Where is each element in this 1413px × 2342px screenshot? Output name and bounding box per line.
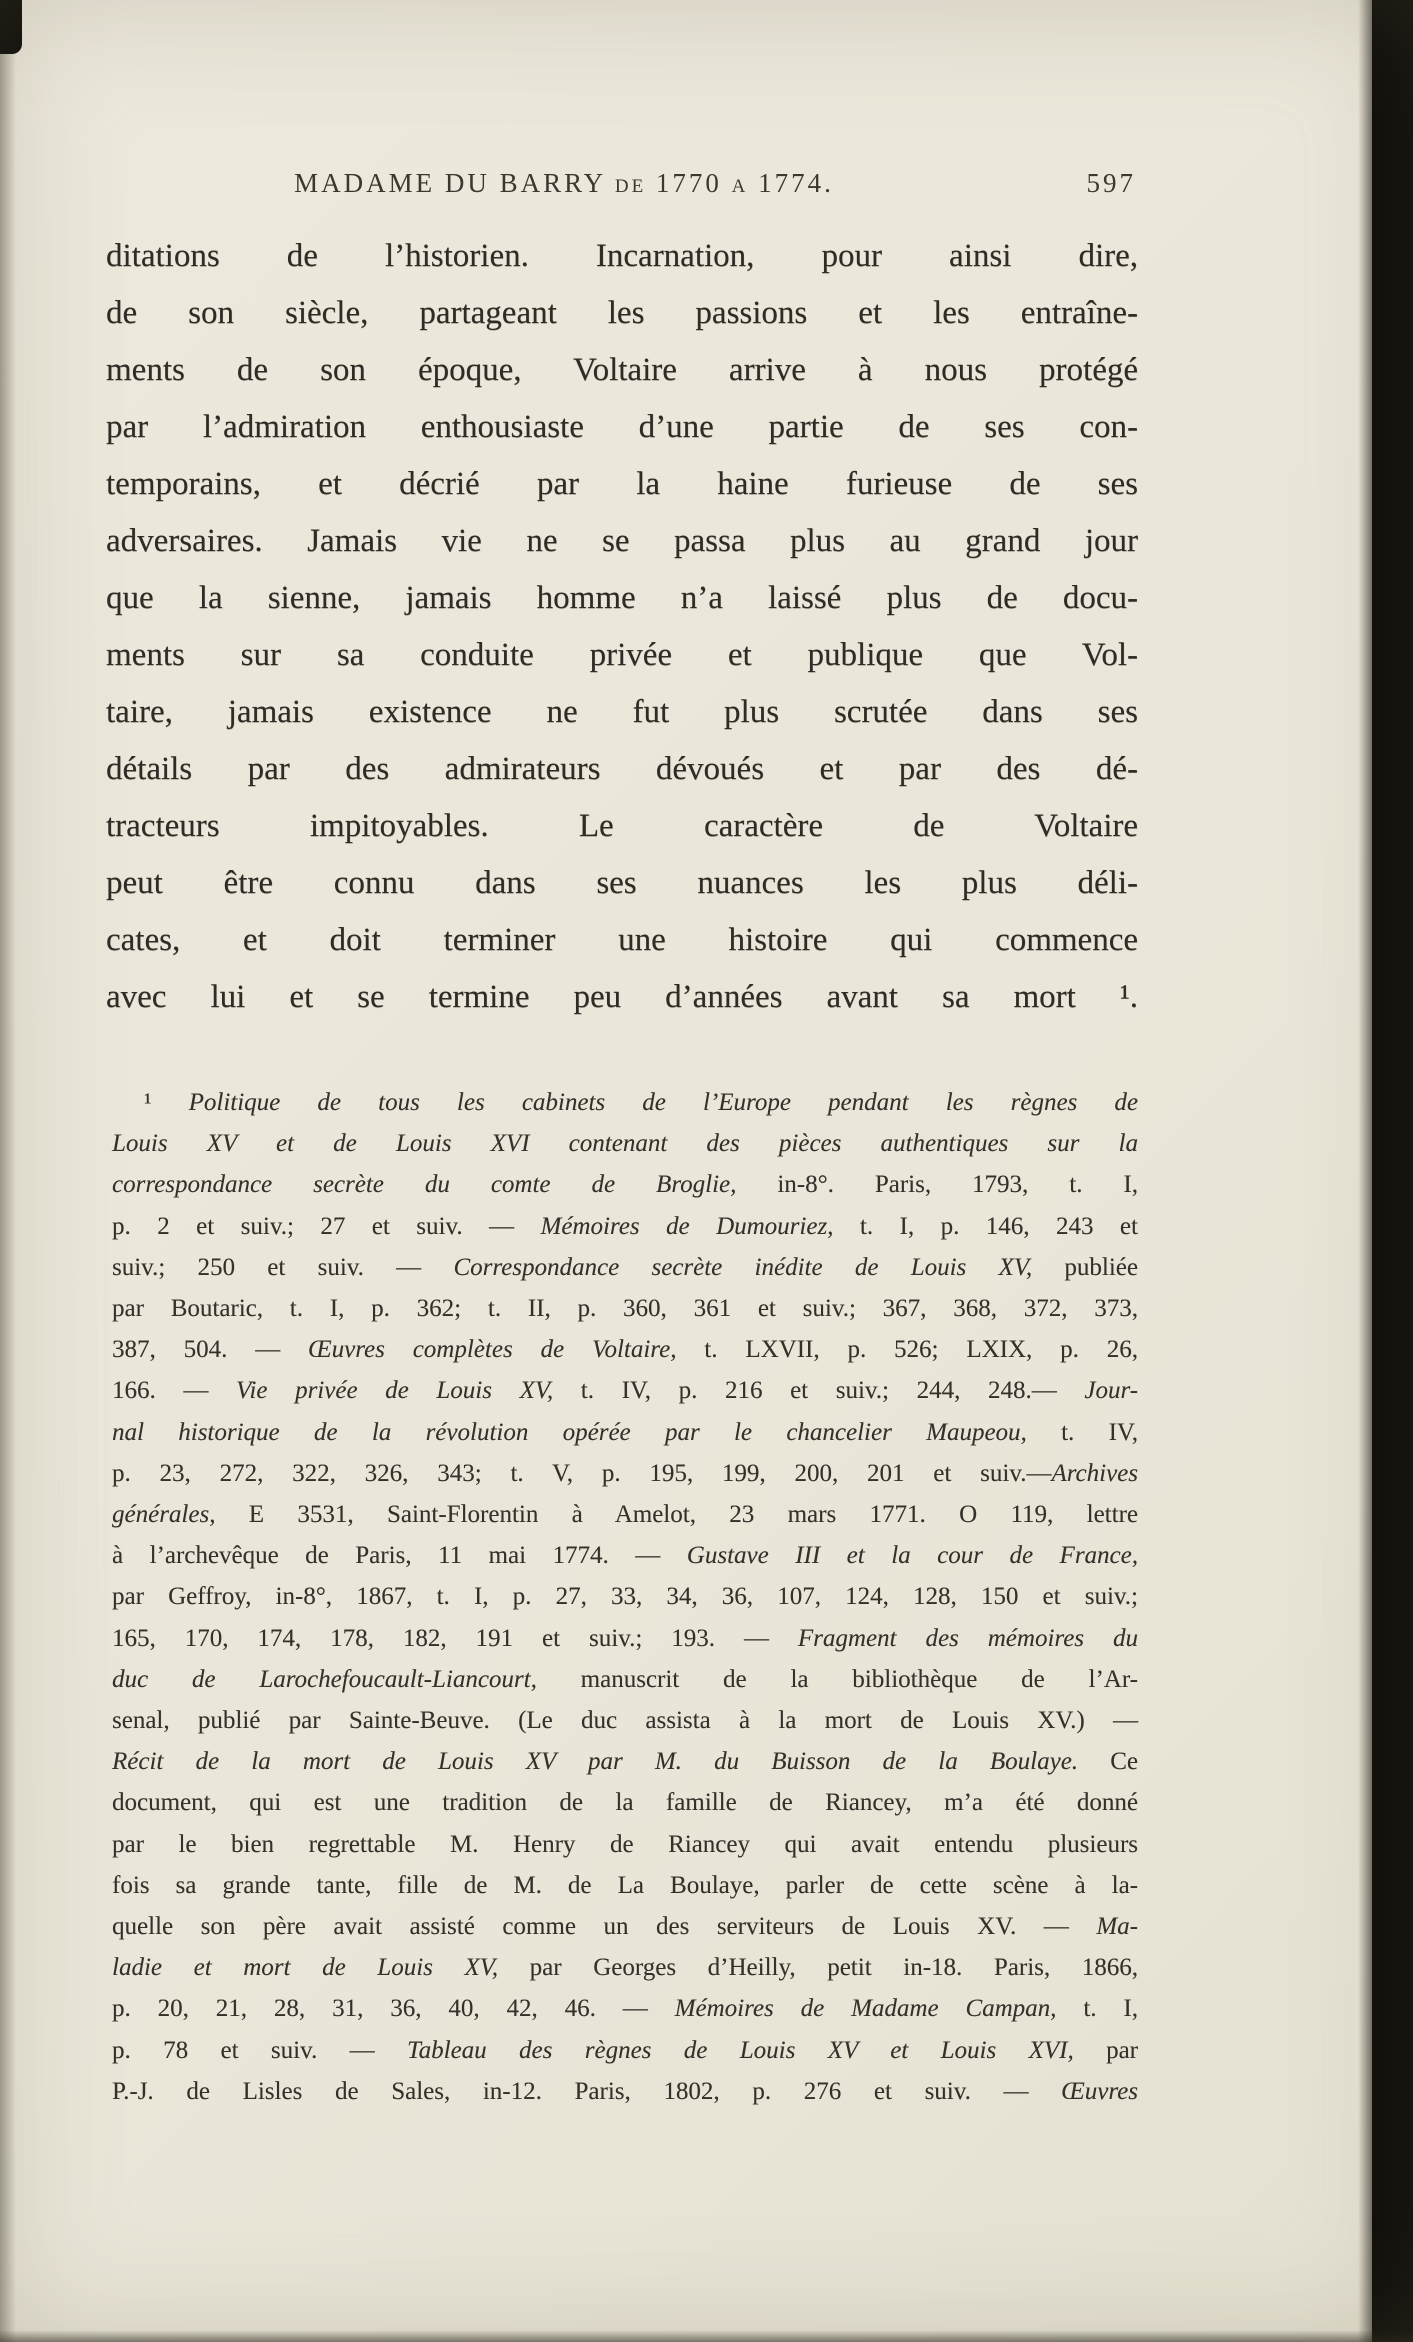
footnote-line bbox=[112, 1618, 1138, 1659]
footnote-line bbox=[112, 1206, 1138, 1247]
footnote-segment: Ce bbox=[1078, 1748, 1138, 1776]
body-line: que la sienne, jamais homme n’a laissé plus de docu- bbox=[106, 580, 1138, 616]
body-line: ments de son époque, Voltaire arrive à nous protégé bbox=[106, 352, 1138, 388]
footnote-segment: fois sa grande tante, fille de M. de La Boulaye, parler de cette scène à la- bbox=[112, 1871, 1138, 1899]
footnote-segment: p. 23, 272, 322, 326, 343; t. V, p. 195, 199, 200, 201 et suiv.— bbox=[112, 1459, 1052, 1487]
footnote-line bbox=[112, 1988, 1138, 2029]
footnote-segment: in-8°. Paris, 1793, t. I, bbox=[736, 1171, 1139, 1199]
footnote-segment: E 3531, Saint-Florentin à Amelot, 23 mars 1771. O 119, lettre bbox=[215, 1501, 1138, 1529]
footnote-segment: par le bien regrettable M. Henry de Riancey qui avait entendu plusieurs bbox=[112, 1830, 1138, 1858]
page-header bbox=[106, 168, 1138, 210]
footnote-line bbox=[112, 1453, 1138, 1494]
footnote-segment: 165, 170, 174, 178, 182, 191 et suiv.; 193. — bbox=[112, 1624, 798, 1652]
footnote-segment: t. IV, bbox=[1026, 1418, 1138, 1446]
footnote-segment: t. IV, p. 216 et suiv.; 244, 248.— bbox=[553, 1377, 1085, 1405]
footnote-line bbox=[112, 1906, 1138, 1947]
footnote-line bbox=[112, 1659, 1138, 1700]
footnote-segment-italic: Fragment des mémoires du bbox=[797, 1624, 1138, 1652]
footnote-line bbox=[112, 2071, 1138, 2112]
footnote-segment-italic: Œuvres bbox=[1061, 2077, 1138, 2105]
footnote-segment-italic: nal historique de la révolution opérée par le chancelier Maupeou, bbox=[112, 1418, 1027, 1446]
footnote-segment-italic: générales, bbox=[112, 1501, 216, 1529]
footnote-segment: t. I, p. 146, 243 et bbox=[833, 1212, 1138, 1240]
scan-corner-artifact bbox=[0, 0, 22, 54]
body-line: avec lui et se termine peu d’années avant sa mort ¹. bbox=[106, 979, 1138, 1015]
footnote-segment: par bbox=[1073, 2036, 1139, 2064]
footnote-segment-italic: Œuvres complètes de Voltaire, bbox=[308, 1336, 677, 1364]
footnote-line bbox=[112, 1865, 1138, 1906]
footnote-segment: par Georges d’Heilly, petit in-18. Paris, 1866, bbox=[498, 1954, 1138, 1982]
scan-right-edge-black-strip bbox=[1372, 0, 1413, 2342]
body-line: ditations de l’historien. Incarnation, pour ainsi dire, bbox=[106, 238, 1138, 274]
scan-left-edge-shadow bbox=[0, 0, 16, 2342]
footnote-segment-italic: ladie et mort de Louis XV, bbox=[112, 1954, 499, 1982]
footnote-segment-italic: Gustave III et la cour de France, bbox=[686, 1542, 1138, 1570]
footnote-segment: t. LXVII, p. 526; LXIX, p. 26, bbox=[676, 1336, 1138, 1364]
footnote-segment-italic: Ma- bbox=[1096, 1913, 1138, 1941]
body-line: tracteurs impitoyables. Le caractère de Voltaire bbox=[106, 808, 1138, 844]
footnote-line bbox=[112, 1947, 1138, 1988]
body-text bbox=[106, 228, 1138, 1026]
footnote-segment: P.-J. de Lisles de Sales, in-12. Paris, 1802, p. 276 et suiv. — bbox=[112, 2077, 1062, 2105]
footnote-line bbox=[112, 1741, 1138, 1782]
footnote-segment: par Boutaric, t. I, p. 362; t. II, p. 360, 361 et suiv.; 367, 368, 372, 373, bbox=[112, 1295, 1138, 1323]
footnote-line bbox=[112, 1370, 1138, 1411]
footnote-segment-italic: Tableau des règnes de Louis XV et Louis XVI, bbox=[407, 2036, 1074, 2064]
footnote-line bbox=[112, 1535, 1138, 1576]
running-title: MADAME DU BARRY de 1770 a 1774. bbox=[294, 168, 834, 198]
body-line: détails par des admirateurs dévoués et par des dé- bbox=[106, 751, 1138, 787]
footnote-line bbox=[112, 1494, 1138, 1535]
footnote-line bbox=[112, 1247, 1138, 1288]
footnote-segment: senal, publié par Sainte-Beuve. (Le duc assista à la mort de Louis XV.) — bbox=[112, 1707, 1138, 1735]
footnote-line bbox=[112, 1123, 1138, 1164]
footnote-segment-italic: Récit de la mort de Louis XV par M. du Buisson de la Boulaye. bbox=[112, 1748, 1079, 1776]
footnote-line bbox=[112, 1164, 1138, 1205]
body-line: par l’admiration enthousiaste d’une partie de ses con- bbox=[106, 409, 1138, 445]
body-line: de son siècle, partageant les passions et les entraîne- bbox=[106, 295, 1138, 331]
footnote-line bbox=[112, 1412, 1138, 1453]
footnote-segment-italic: Mémoires de Madame Campan, bbox=[674, 1995, 1057, 2023]
footnote-line bbox=[112, 1082, 1138, 1123]
footnote-segment: p. 20, 21, 28, 31, 36, 40, 42, 46. — bbox=[112, 1995, 675, 2023]
footnote-segment-italic: Archives bbox=[1051, 1459, 1138, 1487]
footnote-segment: 387, 504. — bbox=[112, 1336, 309, 1364]
footnote-line bbox=[112, 2030, 1138, 2071]
footnote-segment: document, qui est une tradition de la famille de Riancey, m’a été donné bbox=[112, 1789, 1138, 1817]
footnote-line bbox=[112, 1824, 1138, 1865]
footnote-segment: t. I, bbox=[1056, 1995, 1138, 2023]
footnote-segment: manuscrit de la bibliothèque de l’Ar- bbox=[536, 1665, 1138, 1693]
footnote-segment-italic: duc de Larochefoucault-Liancourt, bbox=[112, 1665, 537, 1693]
footnote-segment: 166. — bbox=[112, 1377, 236, 1405]
body-line: cates, et doit terminer une histoire qui commence bbox=[106, 922, 1138, 958]
footnote-segment-italic: Correspondance secrète inédite de Louis XV, bbox=[453, 1253, 1033, 1281]
footnote-segment: p. 2 et suiv.; 27 et suiv. — bbox=[112, 1212, 541, 1240]
body-line: taire, jamais existence ne fut plus scrutée dans ses bbox=[106, 694, 1138, 730]
footnote-segment: p. 78 et suiv. — bbox=[112, 2036, 408, 2064]
footnote-segment-italic: Mémoires de Dumouriez, bbox=[540, 1212, 834, 1240]
footnote-segment: quelle son père avait assisté comme un des serviteurs de Louis XV. — bbox=[112, 1913, 1097, 1941]
body-line: temporains, et décrié par la haine furieuse de ses bbox=[106, 466, 1138, 502]
body-line: ments sur sa conduite privée et publique que Vol- bbox=[106, 637, 1138, 673]
footnote-line bbox=[112, 1288, 1138, 1329]
footnote-block bbox=[112, 1082, 1138, 2112]
footnote-segment: par Geffroy, in-8°, 1867, t. I, p. 27, 33, 34, 36, 107, 124, 128, 150 et suiv.; bbox=[112, 1583, 1138, 1611]
footnote-segment-italic: correspondance secrète du comte de Broglie, bbox=[112, 1171, 737, 1199]
footnote-line bbox=[112, 1329, 1138, 1370]
page-number: 597 bbox=[1086, 168, 1136, 198]
footnote-segment-italic: Jour- bbox=[1084, 1377, 1138, 1405]
footnote-line bbox=[112, 1576, 1138, 1617]
body-line: adversaires. Jamais vie ne se passa plus au grand jour bbox=[106, 523, 1138, 559]
footnote-segment-italic: Politique de tous les cabinets de l’Europe pendant les règnes de bbox=[188, 1089, 1138, 1116]
footnote-segment: suiv.; 250 et suiv. — bbox=[112, 1253, 454, 1281]
footnote-line bbox=[112, 1782, 1138, 1823]
footnote-segment: publiée bbox=[1032, 1253, 1138, 1281]
body-line: peut être connu dans ses nuances les plus déli- bbox=[106, 865, 1138, 901]
footnote-line bbox=[112, 1700, 1138, 1741]
footnote-segment-italic: Vie privée de Louis XV, bbox=[236, 1377, 554, 1405]
footnote-segment: à l’archevêque de Paris, 11 mai 1774. — bbox=[112, 1542, 687, 1570]
footnote-segment: ¹ bbox=[144, 1089, 189, 1116]
footnote-segment-italic: Louis XV et de Louis XVI contenant des pièces authentiques sur la bbox=[112, 1130, 1138, 1158]
scan-bottom-edge-shadow bbox=[0, 2330, 1413, 2342]
